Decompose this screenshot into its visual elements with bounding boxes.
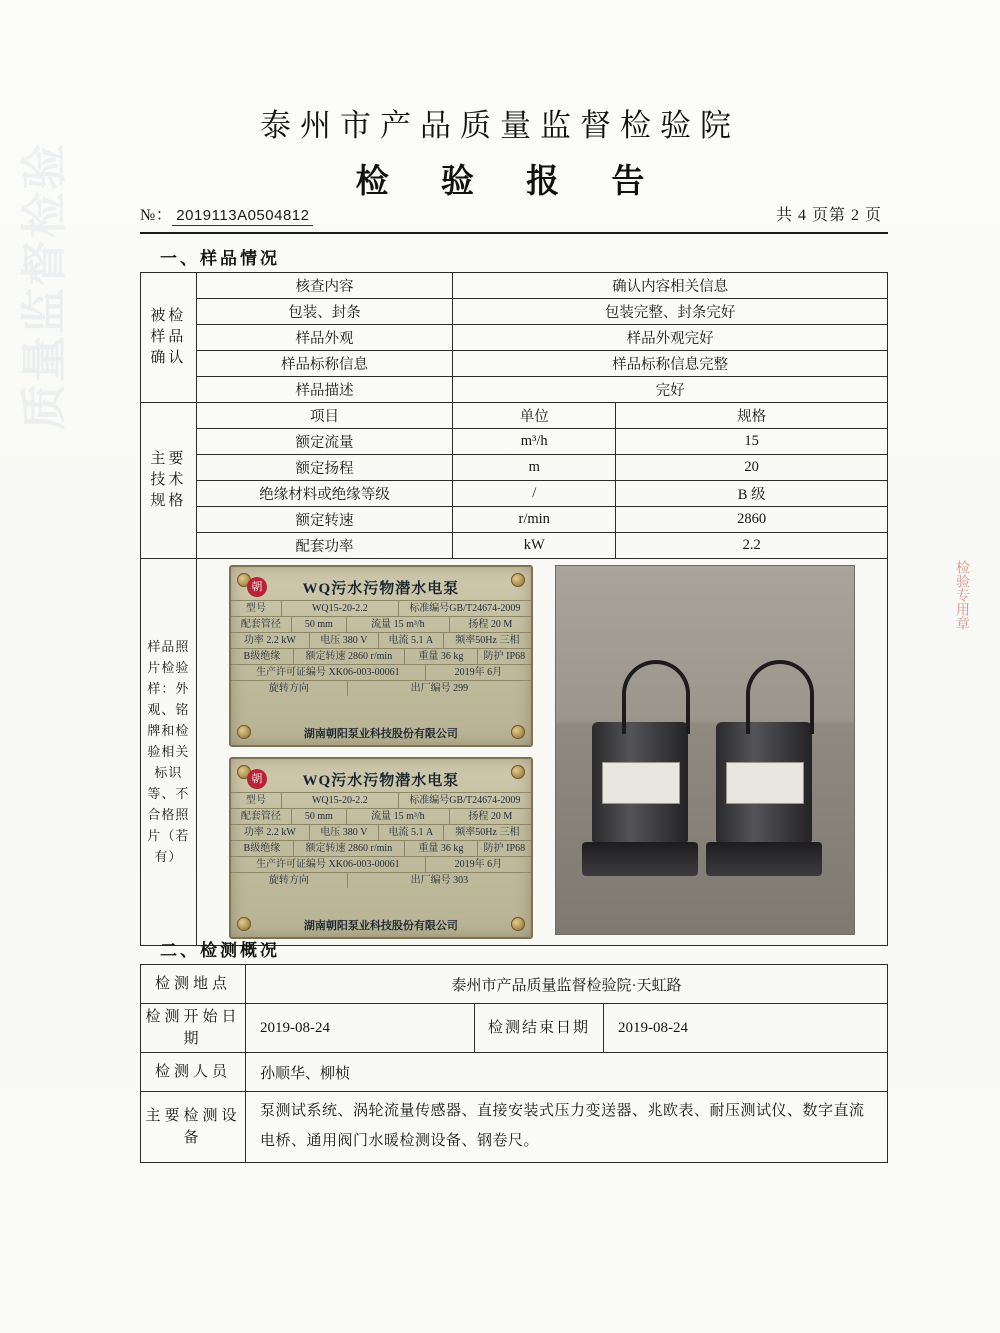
power-cord (622, 660, 690, 734)
end-date-label: 检测结束日期 (475, 1004, 604, 1053)
confirm-cell: 完好 (453, 377, 888, 403)
table-row (141, 299, 888, 325)
pump-label (602, 762, 680, 804)
table-row (141, 507, 888, 533)
pump-base (582, 842, 698, 876)
nameplate-row: 生产许可证编号 XK06-003-00061 2019年 6月 (231, 856, 531, 872)
sample-table (140, 272, 888, 946)
brand-logo-icon: 朝 (247, 769, 267, 789)
pump-unit (592, 722, 688, 876)
brand-logo-icon: 朝 (247, 577, 267, 597)
table-row (141, 351, 888, 377)
table-row (141, 559, 888, 946)
nameplate-row: 功率 2.2 kW 电压 380 V 电流 5.1 A 频率50Hz 三相 (231, 824, 531, 840)
confirm-cell: 样品描述 (196, 377, 452, 403)
spec-cell-item: 绝缘材料或绝缘等级 (196, 481, 452, 507)
table-row (141, 273, 888, 299)
spec-cell-value: 2860 (616, 507, 888, 533)
report-number (140, 202, 313, 225)
sample-photos-cell (196, 559, 887, 946)
nameplate-row: 配套管径 50 mm 流量 15 m³/h 扬程 20 M (231, 808, 531, 824)
spec-cell-unit: r/min (453, 507, 616, 533)
table-row (141, 429, 888, 455)
equipment-value: 泵测试系统、涡轮流量传感器、直接安装式压力变送器、兆欧表、耐压测试仪、数字直流电桥、通用阀门水暖检测设备、钢卷尺。 (246, 1092, 888, 1163)
pump-base (706, 842, 822, 876)
spec-cell-item: 额定扬程 (196, 455, 452, 481)
confirm-cell: 包装完整、封条完好 (453, 299, 888, 325)
nameplate-title: WQ污水污物潜水电泵 (302, 773, 460, 789)
row-label-photo: 样品照片检验样：外观、铭牌和检验相关标识等、不合格照片（若有） (141, 559, 197, 946)
spec-header-unit: 单位 (453, 403, 616, 429)
nameplate-photo-1 (229, 565, 533, 747)
row-label-spec: 主要技术规格 (141, 403, 197, 559)
spec-cell-unit: kW (453, 533, 616, 559)
background-watermark: 质量监督检验 (18, 142, 70, 430)
nameplate-row: B级绝缘 额定转速 2860 r/min 重量 36 kg 防护 IP68 (231, 840, 531, 856)
table-row (141, 455, 888, 481)
spec-cell-item: 配套功率 (196, 533, 452, 559)
row-label-confirm: 被检样品确认 (141, 273, 197, 403)
spec-header-item: 项目 (196, 403, 452, 429)
nameplate-row: 旋转方向 出厂编号 303 (231, 872, 531, 888)
equipment-label: 主要检测设备 (141, 1092, 246, 1163)
table-row (141, 533, 888, 559)
nameplate-row: 型号 WQ15-20-2.2 标准编号GB/T24674-2009 (231, 792, 531, 808)
spec-cell-value: B 级 (616, 481, 888, 507)
nameplate-row: B级绝缘 额定转速 2860 r/min 重量 36 kg 防护 IP68 (231, 648, 531, 664)
power-cord (746, 660, 814, 734)
page-indicator: 共 4 页第 2 页 (775, 207, 882, 224)
nameplate-photo-2 (229, 757, 533, 939)
section-2-title: 二、检测概况 (160, 941, 280, 960)
nameplate-row: 配套管径 50 mm 流量 15 m³/h 扬程 20 M (231, 616, 531, 632)
table-row (141, 1053, 888, 1092)
spec-cell-value: 20 (616, 455, 888, 481)
table-row (141, 481, 888, 507)
table-row (141, 1092, 888, 1163)
place-label: 检测地点 (141, 965, 246, 1004)
end-date-value: 2019-08-24 (604, 1004, 888, 1053)
spec-cell-unit: / (453, 481, 616, 507)
institute-title: 泰州市产品质量监督检验院 (260, 108, 740, 143)
table-row (141, 325, 888, 351)
table-row (141, 965, 888, 1004)
nameplate-photos (229, 565, 533, 939)
start-date-value: 2019-08-24 (246, 1004, 475, 1053)
spec-cell-item: 额定流量 (196, 429, 452, 455)
red-stamp-mark: 检验专用章 (955, 560, 971, 630)
section-1-title: 一、样品情况 (160, 249, 280, 268)
document-title: 检 验 报 告 (355, 164, 667, 200)
pump-product-photo (555, 565, 855, 935)
report-number-value: 2019113A0504812 (172, 207, 313, 226)
confirm-cell: 包装、封条 (196, 299, 452, 325)
nameplate-row: 生产许可证编号 XK06-003-00061 2019年 6月 (231, 664, 531, 680)
screw-icon (511, 765, 525, 779)
report-number-label: №： (140, 207, 173, 224)
spec-cell-value: 15 (616, 429, 888, 455)
test-overview-table (140, 964, 888, 1163)
nameplate-manufacturer: 湖南朝阳泵业科技股份有限公司 (303, 728, 458, 740)
header-divider (140, 232, 888, 234)
place-value: 泰州市产品质量监督检验院·天虹路 (246, 965, 888, 1004)
confirm-cell: 样品外观完好 (453, 325, 888, 351)
spec-cell-unit: m³/h (453, 429, 616, 455)
spec-cell-unit: m (453, 455, 616, 481)
screw-icon (511, 573, 525, 587)
nameplate-row: 型号 WQ15-20-2.2 标准编号GB/T24674-2009 (231, 600, 531, 616)
confirm-header-item: 核查内容 (196, 273, 452, 299)
pump-label (726, 762, 804, 804)
start-date-label: 检测开始日期 (141, 1004, 246, 1053)
photo-group (201, 565, 883, 939)
table-row (141, 403, 888, 429)
table-row (141, 1004, 888, 1053)
nameplate-title: WQ污水污物潜水电泵 (302, 581, 460, 597)
confirm-cell: 样品标称信息完整 (453, 351, 888, 377)
spec-header-value: 规格 (616, 403, 888, 429)
confirm-cell: 样品标称信息 (196, 351, 452, 377)
spec-cell-item: 额定转速 (196, 507, 452, 533)
nameplate-row: 功率 2.2 kW 电压 380 V 电流 5.1 A 频率50Hz 三相 (231, 632, 531, 648)
table-row (141, 377, 888, 403)
staff-value: 孙顺华、柳桢 (246, 1053, 888, 1092)
pump-unit (716, 722, 812, 876)
spec-cell-value: 2.2 (616, 533, 888, 559)
confirm-cell: 样品外观 (196, 325, 452, 351)
nameplate-manufacturer: 湖南朝阳泵业科技股份有限公司 (303, 920, 458, 932)
confirm-header-info: 确认内容相关信息 (453, 273, 888, 299)
staff-label: 检测人员 (141, 1053, 246, 1092)
nameplate-row: 旋转方向 出厂编号 299 (231, 680, 531, 696)
